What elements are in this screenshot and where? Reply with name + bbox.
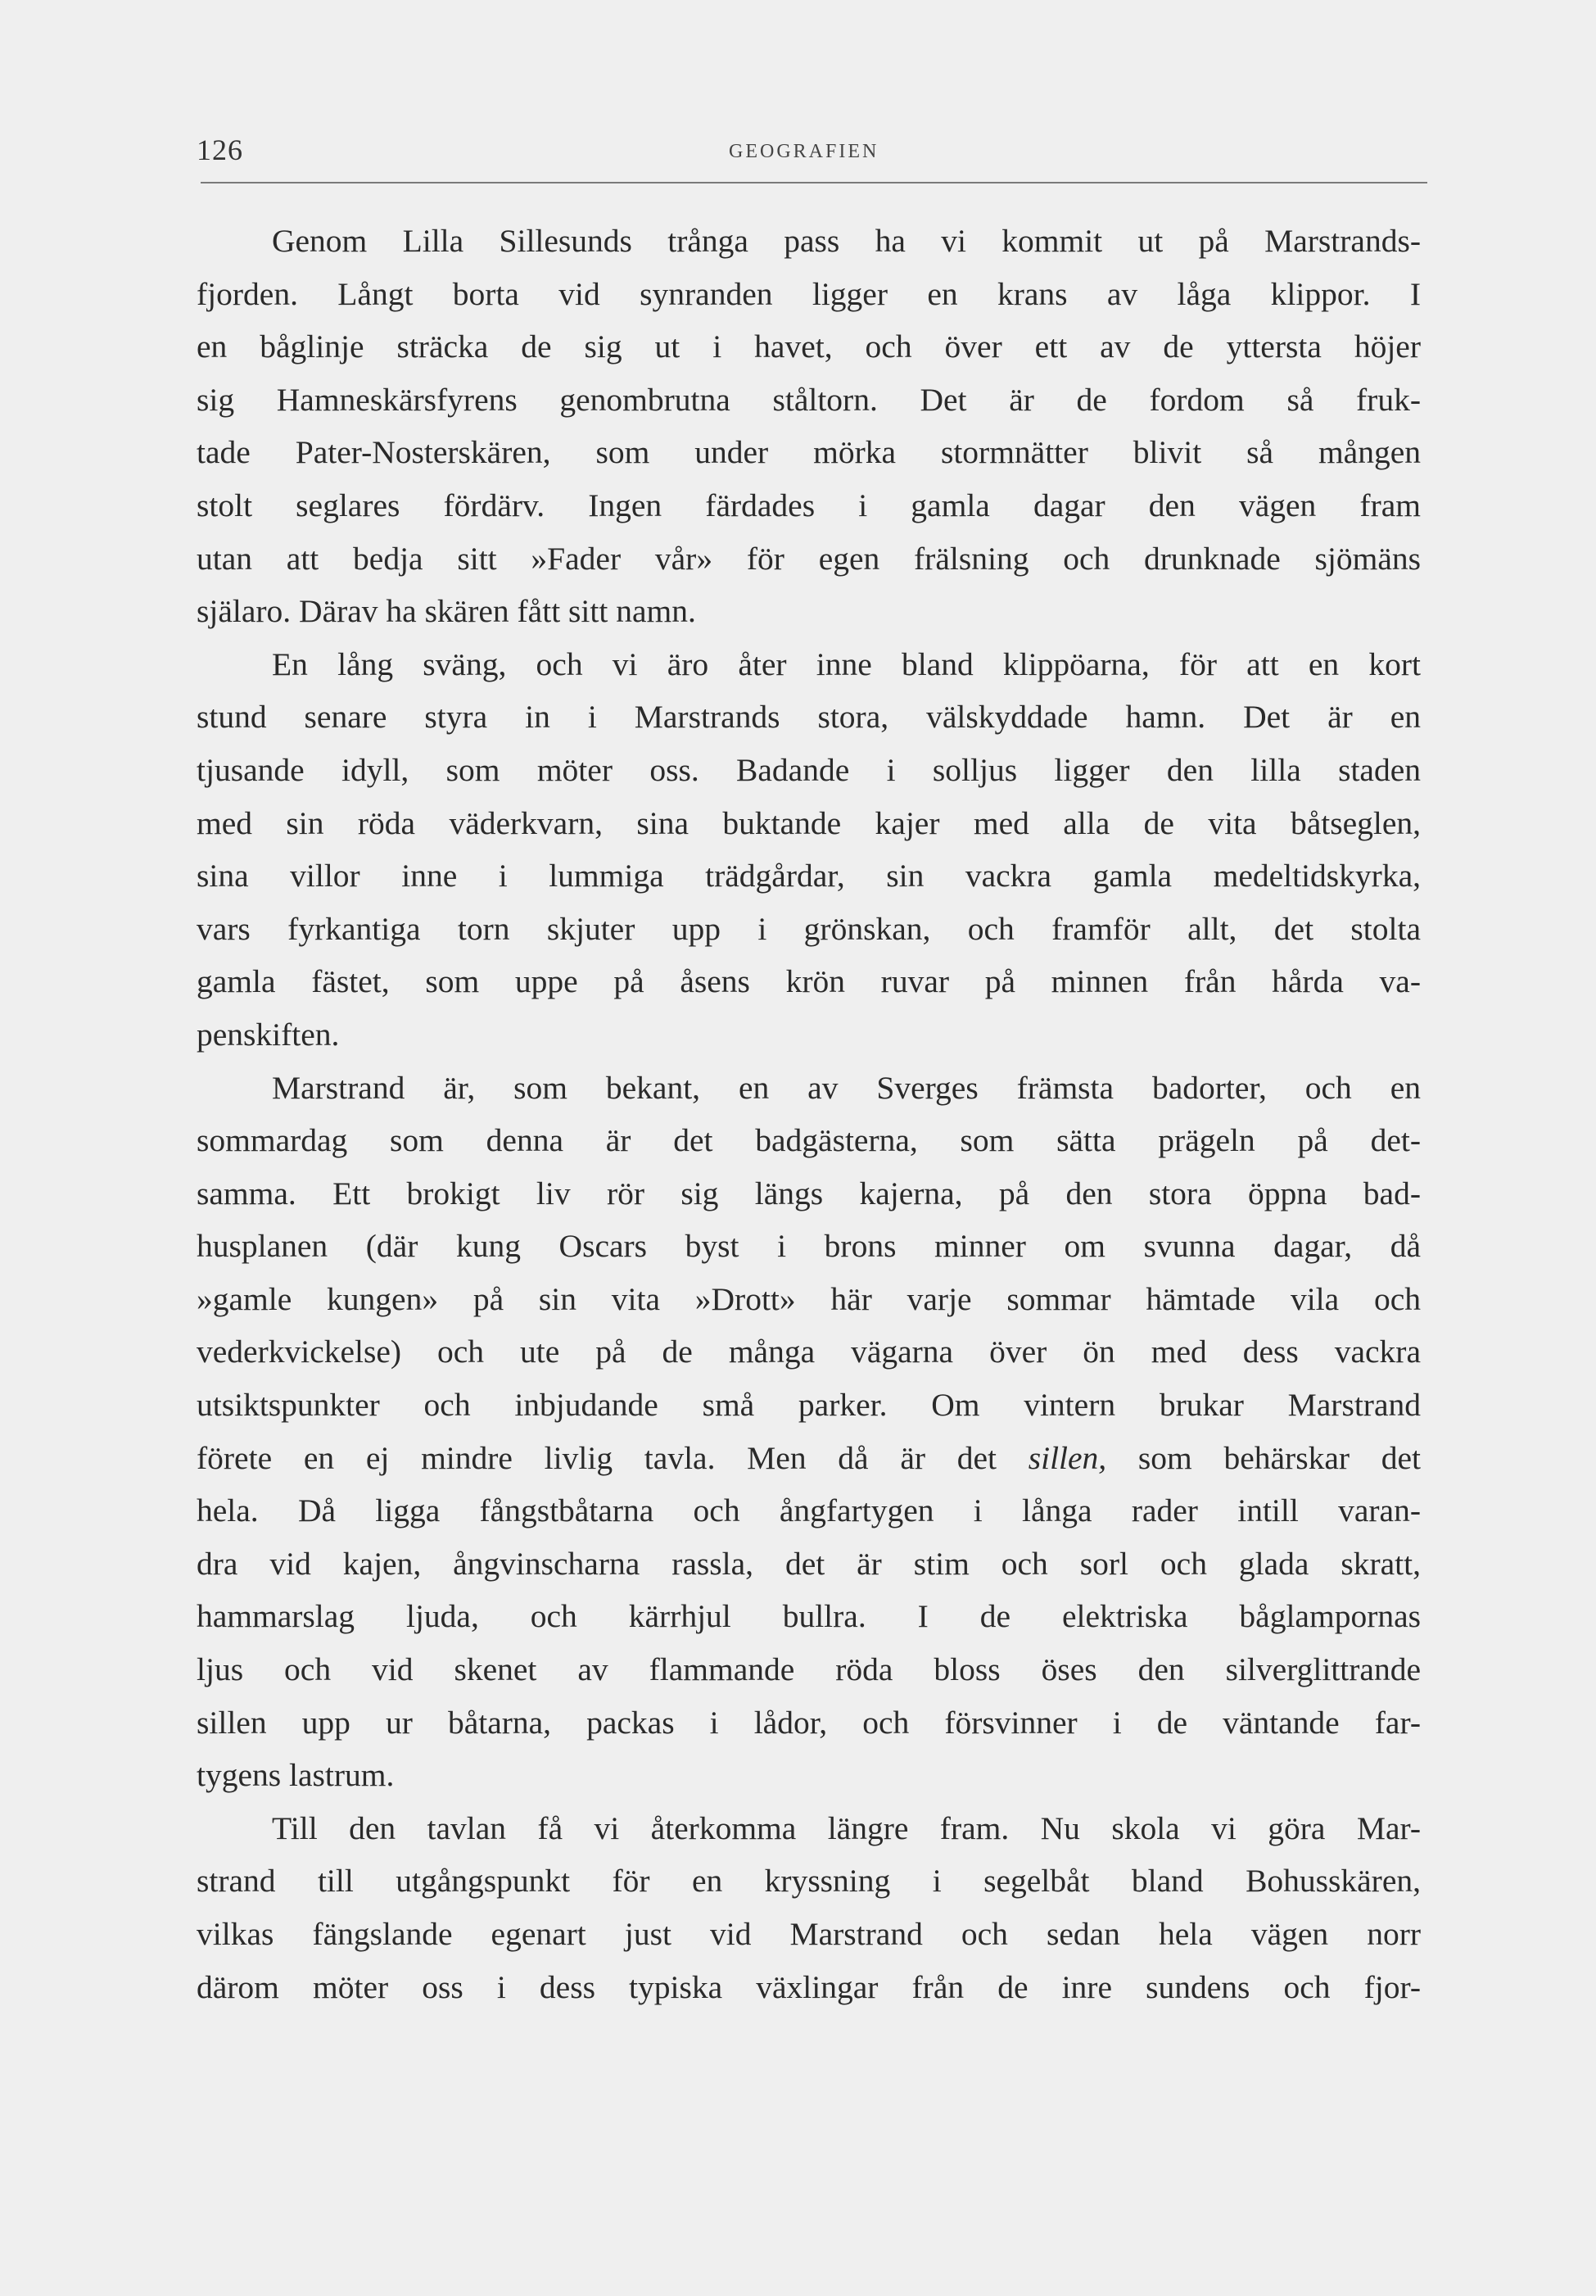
text-line: tjusande idyll, som möter oss. Badande i solljus ligger den lilla staden bbox=[197, 751, 1421, 788]
text-line: »gamle kungen» på sin vita »Drott» här varje sommar hämtade vila och bbox=[197, 1280, 1421, 1317]
text-line: sillen upp ur båtarna, packas i lådor, och försvinner i de väntande far- bbox=[197, 1704, 1421, 1741]
text-line: med sin röda väderkvarn, sina buktande kajer med alla de vita båtseglen, bbox=[197, 804, 1421, 841]
text-line: hammarslag ljuda, och kärrhjul bullra. I de elektriska båglampornas bbox=[197, 1598, 1421, 1635]
text-line: Marstrand är, som bekant, en av Sverges främsta badorter, och en bbox=[272, 1069, 1421, 1106]
text-segment: förete en ej mindre livlig tavla. Men då är det bbox=[197, 1439, 1029, 1476]
body-text bbox=[197, 215, 1421, 2013]
text-line: själaro. Därav ha skären fått sitt namn. bbox=[197, 593, 696, 630]
text-line: tygens lastrum. bbox=[197, 1757, 395, 1794]
emphasis-sillen: sillen, bbox=[1028, 1439, 1107, 1476]
text-line-with-emphasis bbox=[197, 1432, 1421, 1485]
text-line: tade Pater-Nosterskären, som under mörka stormnätter blivit så mången bbox=[197, 434, 1421, 471]
text-line: Till den tavlan få vi återkomma längre fram. Nu skola vi göra Mar- bbox=[272, 1809, 1421, 1846]
text-line: utan att bedja sitt »Fader vår» för egen frälsning och drunknade sjömäns bbox=[197, 540, 1421, 577]
running-head: GEOGRAFIEN bbox=[729, 141, 879, 162]
text-line: sina villor inne i lummiga trädgårdar, sin vackra gamla medeltidskyrka, bbox=[197, 858, 1421, 894]
text-line: vederkvickelse) och ute på de många vägarna över ön med dess vackra bbox=[197, 1334, 1421, 1370]
text-line: sommardag som denna är det badgästerna, som sätta prägeln på det- bbox=[197, 1122, 1421, 1159]
text-line: sig Hamneskärsfyrens genombrutna ståltorn. Det är de fordom så fruk- bbox=[197, 381, 1421, 418]
text-line: Genom Lilla Sillesunds trånga pass ha vi kommit ut på Marstrands- bbox=[272, 223, 1421, 259]
text-line: därom möter oss i dess typiska växlingar från de inre sundens och fjor- bbox=[197, 1968, 1421, 2005]
text-line: husplanen (där kung Oscars byst i brons minner om svunna dagar, då bbox=[197, 1228, 1421, 1265]
page-header bbox=[197, 133, 1425, 182]
text-line: samma. Ett brokigt liv rör sig längs kajerna, på den stora öppna bad- bbox=[197, 1175, 1421, 1211]
header-rule bbox=[201, 182, 1427, 183]
page-number: 126 bbox=[197, 134, 243, 166]
text-line: en båglinje sträcka de sig ut i havet, och över ett av de yttersta höjer bbox=[197, 328, 1421, 365]
text-line: stolt seglares fördärv. Ingen färdades i gamla dagar den vägen fram bbox=[197, 487, 1421, 523]
text-line: En lång sväng, och vi äro åter inne bland klippöarna, för att en kort bbox=[272, 645, 1421, 682]
text-line: utsiktspunkter och inbjudande små parker. Om vintern brukar Marstrand bbox=[197, 1387, 1421, 1424]
text-line: hela. Då ligga fångstbåtarna och ångfartygen i långa rader intill varan- bbox=[197, 1492, 1421, 1529]
text-line: gamla fästet, som uppe på åsens krön ruvar på minnen från hårda va- bbox=[197, 963, 1421, 1000]
text-segment: som behärskar det bbox=[1106, 1439, 1421, 1476]
text-line: dra vid kajen, ångvinscharna rassla, det är stim och sorl och glada skratt, bbox=[197, 1545, 1421, 1582]
text-line: fjorden. Långt borta vid synranden ligger en krans av låga klippor. I bbox=[197, 275, 1421, 312]
text-line: vars fyrkantiga torn skjuter upp i grönskan, och framför allt, det stolta bbox=[197, 910, 1421, 947]
text-line: strand till utgångspunkt för en kryssning i segelbåt bland Bohusskären, bbox=[197, 1863, 1421, 1900]
text-line: ljus och vid skenet av flammande röda bloss öses den silverglittrande bbox=[197, 1651, 1421, 1688]
text-line: vilkas fängslande egenart just vid Marstrand och sedan hela vägen norr bbox=[197, 1916, 1421, 1952]
text-line: stund senare styra in i Marstrands stora, välskyddade hamn. Det är en bbox=[197, 699, 1421, 736]
text-line: penskiften. bbox=[197, 1016, 340, 1053]
